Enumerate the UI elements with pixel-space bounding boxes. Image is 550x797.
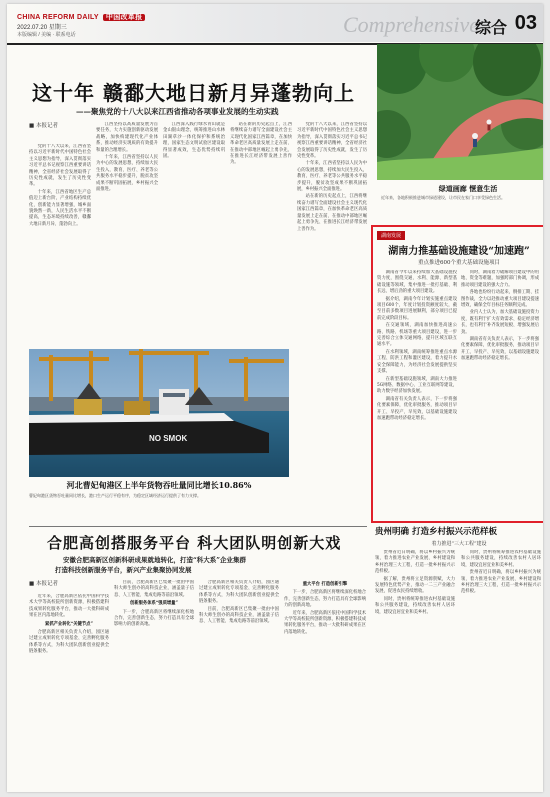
second-story-paragraph: 贵州省近日明确，将以乡村振兴为统领，着力推进农业产业发展、乡村建设和乡村治理三大工程，打造一批乡村振兴示范样板。 (375, 550, 455, 575)
hefei-headline: 合肥高创搭服务平台 科大团队明创新大戏 (47, 534, 342, 552)
lead-column-1 (29, 144, 91, 344)
second-story-paragraph: 同时，贵州将统筹推进农村基础设施和公共服务建设，持续改善农村人居环境，建设宜居宜业和美乡村。 (461, 550, 541, 568)
highlight-subtitle: 重点推进600个重大基础设施项目 (418, 260, 500, 266)
highlight-paragraph: 湖南省有关负责人表示，下一步将强化要素保障，优化审批服务，推动项目早开工、早投产、早见效，以基础设施建设加速跑带动经济稳定增长。 (377, 396, 457, 421)
hefei-paragraph: 合肥高新区相关负责人介绍，园区通过建立成果转化专项基金、完善孵化服务体系等方式，为科大团队创新创业提供全链条服务。 (29, 630, 109, 655)
hefei-paragraph: 近年来，合肥高新区依托中国科学技术大学等高校院所创新资源，积极搭建科技成果转化服务平台，推动一大批科研成果在区内落地转化。 (284, 610, 366, 635)
highlight-paragraph: 在水利领域，湖南统筹推进重点水源工程、防洪工程和灌区建设，着力提升水安全保障能力，为经济社会发展提供坚实支撑。 (377, 349, 457, 375)
hefei-column-1 (29, 594, 109, 786)
lead-headline: 这十年 赣鄱大地日新月异蓬勃向上 (32, 81, 355, 105)
highlight-column-1 (377, 270, 457, 514)
highlight-paragraph: 据介绍，湖南今年计划实施重点建设项目600个，年度计划投资额度较大，截至目前多数项目进展顺利，部分项目已提前完成阶段目标。 (377, 296, 457, 321)
port-photo (29, 349, 289, 477)
highlight-paragraph: 同时，湖南着力破解项目建设中的用地、资金等难题，加强跨部门协调，形成推动项目建设的强大合力。 (461, 270, 539, 288)
masthead (7, 4, 543, 42)
lead-paragraph: 十年来，江西省坚持以人民为中心的发展思想，持续加大民生投入，教育、医疗、养老等公共服务水平稳步提升，脱贫攻坚成果不断巩固拓展，乡村振兴全面推进。 (96, 155, 158, 193)
second-story-paragraph: 据了解，贵州将立足资源禀赋，大力发展特色优势产业，推动一二三产业融合发展，促进农民持续增收。 (375, 576, 455, 595)
paper-name-cn: 中国改革报 (103, 14, 146, 21)
hefei-paragraph: 目前，合肥高新区已集聚一批由中国科大师生创办的高科技企业，涵盖量子信息、人工智能、集成电路等前沿领域。 (114, 580, 194, 598)
highlight-paragraph: 业内人士认为，加大基础设施投资力度，既有利于扩大有效需求、稳定经济增长，也有利于补齐发展短板、增强发展后劲。 (461, 310, 539, 335)
port-photo-caption: 河北曹妃甸港区上半年货物吞吐量同比增长10.86% (66, 480, 252, 490)
paper-name: CHINA REFORM DAILY (17, 14, 99, 21)
highlight-column-2 (461, 270, 539, 514)
lead-paragraph: 站在新的历史起点上，江西将继续奋力谱写全面建设社会主义现代化国家江西篇章，在加快革命老区高质量发展上走在前、在推动中部地区崛起上勇争先、在推进长江经济带发展上善作为。 (230, 122, 292, 166)
hefei-paragraph: 下一步，合肥高新区将继续深化校地合作，完善创新生态，努力打造具有全球影响力的创新高地。 (284, 590, 366, 609)
highlight-paragraph: 湖南省有关负责人表示，下一步将强化要素保障，优化审批服务，推动项目早开工、早投产、早见效，以基础设施建设加速跑带动经济稳定增长。 (461, 337, 539, 362)
second-story-paragraph: 同时，贵州将统筹推进农村基础设施和公共服务建设，持续改善农村人居环境，建设宜居宜业和美乡村。 (375, 596, 455, 615)
hefei-subhead-1: 安徽合肥高新区创新科研成果就地转化，打造“科大系”企业集群 (63, 556, 246, 564)
second-story-subtitle: 着力推进“三大工程”建设 (431, 541, 487, 547)
highlight-paragraph: 湖南省今年以来持续加大基础设施投资力度，围绕交通、水利、能源、新型基础设施等领域，集中推进一批打基础、利长远、增后劲的重大项目建设。 (377, 270, 457, 295)
lead-column-4 (230, 122, 292, 344)
hefei-section-heading: 重大平台 打造创新引擎 (302, 582, 348, 587)
highlight-title: 湖南力推基础设施建设“加速跑” (388, 246, 530, 257)
port-photo-caption-detail: 曹妃甸港区货物吞吐量同比增长，港口生产运行平稳有序，为稳定区域经济运行提供了有力支撑。 (29, 493, 201, 498)
lead-paragraph: 十年来，江西省坚持以人民为中心的发展思想，持续加大民生投入，教育、医疗、养老等公共服务水平稳步提升，脱贫攻坚成果不断巩固拓展，乡村振兴全面推进。 (297, 161, 367, 193)
ship-hull-text: NO SMOK (149, 434, 188, 443)
newspaper-page (7, 4, 543, 792)
hefei-column-3 (199, 580, 279, 786)
lead-subhead: ——聚焦党的十八大以来江西省推动各项事业发展的生动实践 (76, 107, 279, 116)
hefei-column-4 (284, 580, 366, 786)
lead-paragraph: 党的十八大以来，江西省坚持以习近平新时代中国特色社会主义思想为指导，深入贯彻落实习近平总书记视察江西重要讲话精神，全省经济社会发展取得了历史性成就，发生了历史性变革。 (297, 122, 367, 160)
hefei-column-2 (114, 580, 194, 786)
highlight-tag: 湖南发展 (377, 231, 405, 240)
lead-paragraph: 站在新的历史起点上，江西将继续奋力谱写全面建设社会主义现代化国家江西篇章，在加快革命老区高质量发展上走在前、在推动中部地区崛起上勇争先、在推进长江经济带发展上善作为。 (297, 194, 367, 232)
hefei-byline: ■ 本报记者 (29, 581, 58, 587)
hefei-section-heading: 紧抓产业转化“关键节点” (45, 621, 93, 627)
hefei-section-heading: 创新服务体系“强质增量” (130, 601, 178, 607)
second-story-column-2 (461, 550, 541, 784)
second-story-column-1 (375, 550, 455, 784)
hefei-paragraph: 目前，合肥高新区已集聚一批由中国科大师生创办的高科技企业，涵盖量子信息、人工智能、集成电路等前沿领域。 (199, 606, 279, 625)
lead-column-5 (297, 122, 367, 522)
second-story-title: 贵州明确 打造乡村振兴示范样板 (375, 527, 497, 537)
lead-column-3 (163, 122, 225, 344)
lead-paragraph: 党的十八大以来，江西省坚持以习近平新时代中国特色社会主义思想为指导，深入贯彻落实习近平总书记视察江西重要讲话精神，全省经济社会发展取得了历史性成就，发生了历史性变革。 (29, 144, 91, 188)
park-photo-caption-detail: 近年来，各地积极推进城市绿道建设，让市民在家门口享受绿色生活。 (381, 195, 505, 200)
issue-date: 2022.07.20 星期三 (17, 25, 67, 31)
lead-paragraph: 江西深入践行绿水青山就是金山银山理念，统筹推进山水林田湖草沙一体化保护和系统治理，国家生态文明试验区建设取得显著成效，生态优势持续巩固。 (163, 122, 225, 160)
hefei-paragraph: 近年来，合肥高新区依托中国科学技术大学等高校院所创新资源，积极搭建科技成果转化服务平台，推动一大批科研成果在区内落地转化。 (29, 594, 109, 619)
park-photo-image (377, 44, 543, 180)
park-photo-caption: 绿道画廊 惬意生活 (438, 184, 498, 193)
section-name-en: Comprehensive (342, 12, 479, 37)
hefei-paragraph: 合肥高新区相关负责人介绍，园区通过建立成果转化专项基金、完善孵化服务体系等方式，为科大团队创新创业提供全链条服务。 (199, 580, 279, 605)
section-divider (29, 526, 367, 527)
lead-paragraph: 江西坚持以高质量发展为首要任务，大力实施创新驱动发展战略，加快构建现代化产业体系，推动经济实现质的有效提升和量的合理增长。 (96, 122, 158, 153)
page-number: 03 (514, 12, 537, 34)
highlight-paragraph: 各地也纷纷行动起来，倒排工期、挂图作战，全力以赴推动重大项目建设提速增效，确保全年目标任务顺利完成。 (461, 290, 539, 309)
editor-line: 本版编辑 / 美编 · 联系电话 (17, 32, 76, 38)
lead-column-2 (96, 122, 158, 344)
highlight-paragraph: 在交通领域，湖南加快推进高速公路、铁路、机场等重大项目建设，进一步完善综合立体交通网络，提升区域互联互通水平。 (377, 323, 457, 348)
hefei-subhead-2: 打造科技创新服务平台，新兴产业集聚协同发展 (55, 566, 192, 574)
port-photo-image (29, 349, 289, 477)
section-name-cn: 综合 (474, 18, 507, 37)
hefei-paragraph: 下一步，合肥高新区将继续深化校地合作，完善创新生态，努力打造具有全球影响力的创新高地。 (114, 609, 194, 628)
park-photo (377, 44, 543, 180)
lead-paragraph: 十年来，江西省地区生产总值迈上新台阶，产业结构持续优化，创新能力显著增强，城乡面貌焕然一新，人民生活水平不断提高，生态环境持续改善，赣鄱大地日新月异、蓬勃向上。 (29, 189, 91, 227)
paper-logo (17, 12, 145, 22)
second-story-paragraph: 贵州省近日明确，将以乡村振兴为统领，着力推进农业产业发展、乡村建设和乡村治理三大工程，打造一批乡村振兴示范样板。 (461, 570, 541, 595)
lead-byline: ■ 本报记者 (29, 123, 58, 129)
highlight-paragraph: 在新型基础设施领域，湖南大力推进5G网络、数据中心、工业互联网等建设，助力数字经济加快发展。 (377, 376, 457, 395)
